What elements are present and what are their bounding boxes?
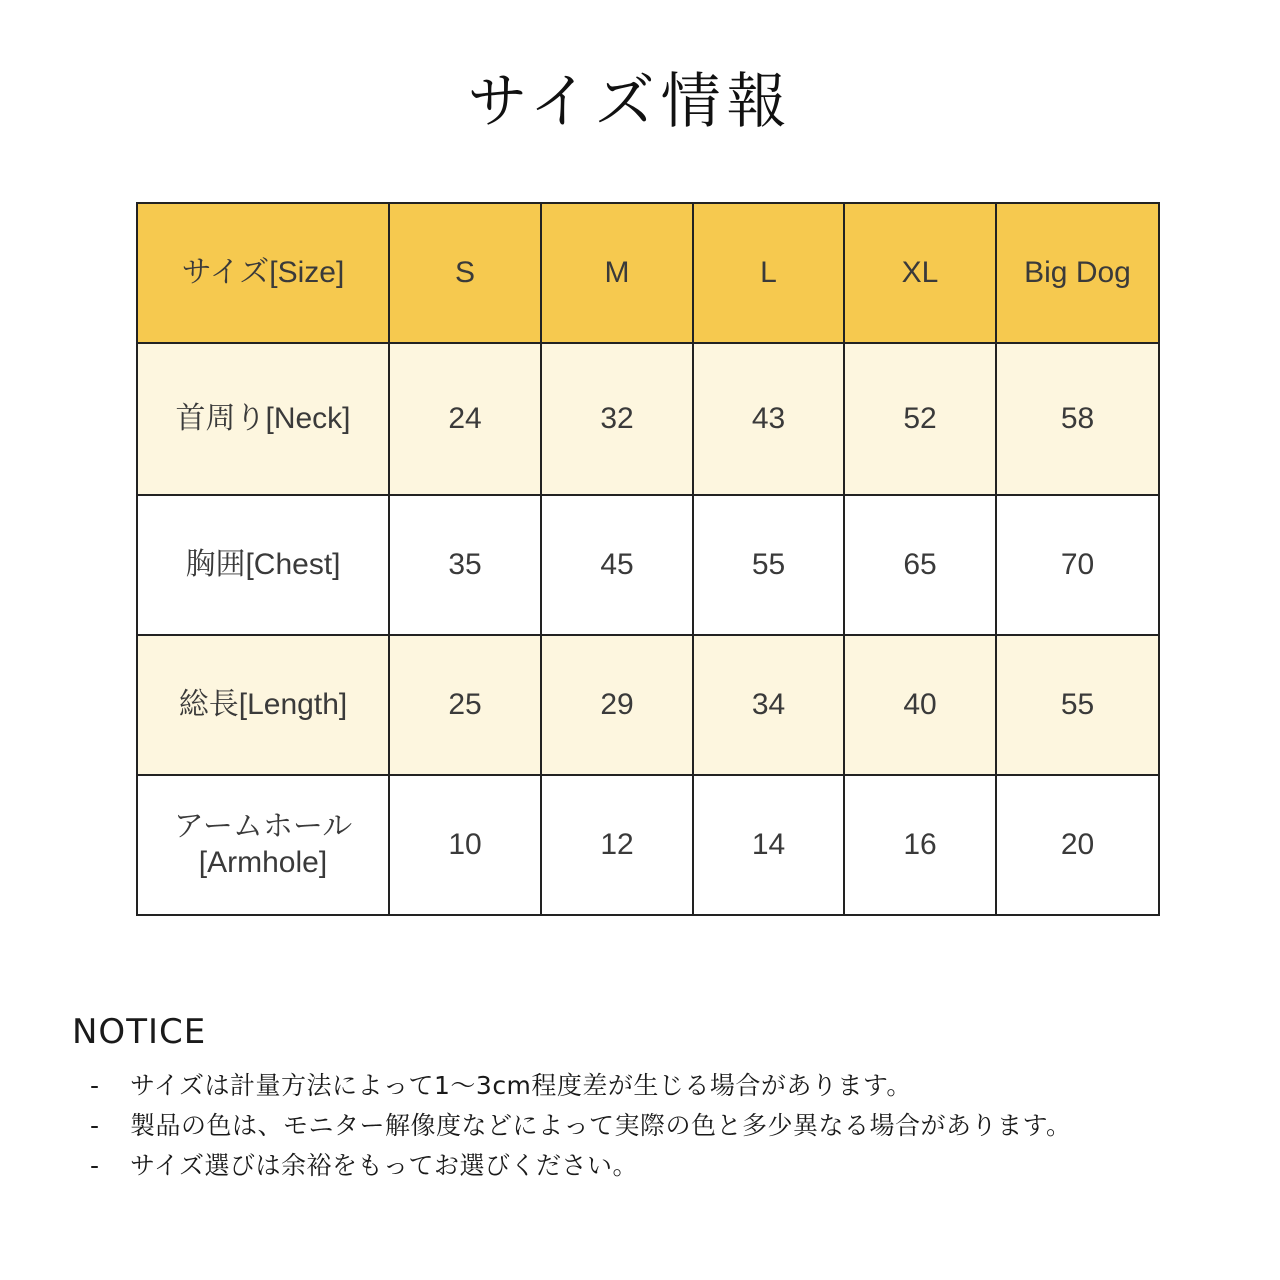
table-row-chest	[137, 495, 1159, 635]
table-cell: 40	[844, 635, 996, 775]
row-label-length: 総長[Length]	[137, 635, 389, 775]
notice-section	[72, 1010, 1252, 1186]
notice-item	[72, 1146, 1252, 1186]
table-cell: 20	[996, 775, 1159, 915]
notice-item	[72, 1066, 1252, 1106]
row-label-armhole	[137, 775, 389, 915]
table-cell: 35	[389, 495, 541, 635]
header-cell-size-s: S	[389, 203, 541, 343]
notice-bullet: -	[90, 1111, 100, 1140]
table-cell: 14	[693, 775, 844, 915]
table-cell: 70	[996, 495, 1159, 635]
table-cell: 65	[844, 495, 996, 635]
table-cell: 52	[844, 343, 996, 495]
notice-item-text: サイズは計量方法によって1〜3cm程度差が生じる場合があります。	[130, 1071, 912, 1100]
header-cell-size-m: M	[541, 203, 693, 343]
notice-list	[72, 1066, 1252, 1186]
table-row-neck	[137, 343, 1159, 495]
table-cell: 34	[693, 635, 844, 775]
table-cell: 29	[541, 635, 693, 775]
row-label-chest: 胸囲[Chest]	[137, 495, 389, 635]
page-title: サイズ情報	[467, 67, 793, 137]
notice-item-text: 製品の色は、モニター解像度などによって実際の色と多少異なる場合があります。	[130, 1111, 1072, 1140]
table-row-armhole	[137, 775, 1159, 915]
table-row-length	[137, 635, 1159, 775]
header-cell-size-big-dog: Big Dog	[996, 203, 1159, 343]
table-cell: 43	[693, 343, 844, 495]
table-cell: 16	[844, 775, 996, 915]
notice-item	[72, 1106, 1252, 1146]
table-cell: 58	[996, 343, 1159, 495]
notice-bullet: -	[90, 1071, 100, 1100]
table-cell: 55	[693, 495, 844, 635]
notice-bullet: -	[90, 1151, 100, 1180]
header-cell-size-label: サイズ[Size]	[137, 203, 389, 343]
table-cell: 12	[541, 775, 693, 915]
size-table	[136, 202, 1160, 916]
notice-title: NOTICE	[72, 1012, 207, 1052]
table-cell: 10	[389, 775, 541, 915]
row-label-armhole-ja: アームホール	[173, 810, 353, 843]
table-cell: 55	[996, 635, 1159, 775]
row-label-neck: 首周り[Neck]	[137, 343, 389, 495]
table-cell: 24	[389, 343, 541, 495]
notice-item-text: サイズ選びは余裕をもってお選びください。	[130, 1151, 639, 1180]
table-header-row	[137, 203, 1159, 343]
header-cell-size-xl: XL	[844, 203, 996, 343]
table-cell: 25	[389, 635, 541, 775]
table-cell: 45	[541, 495, 693, 635]
table-cell: 32	[541, 343, 693, 495]
header-cell-size-l: L	[693, 203, 844, 343]
row-label-armhole-en: [Armhole]	[198, 846, 328, 879]
